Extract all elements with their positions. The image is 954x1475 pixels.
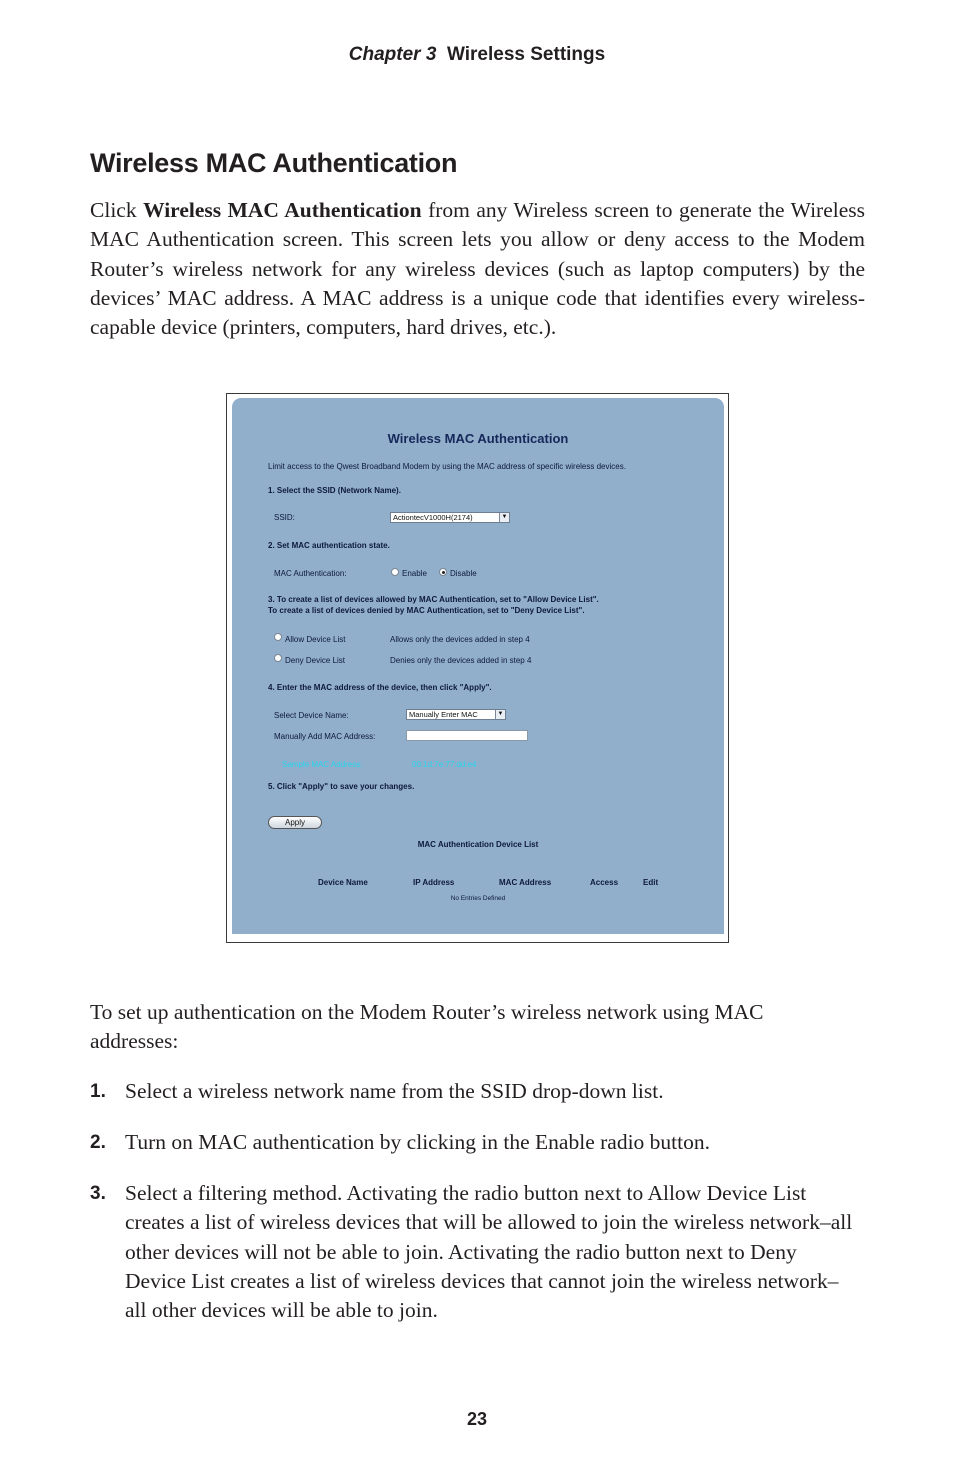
device-list-title: MAC Authentication Device List bbox=[417, 840, 539, 849]
step-text: Turn on MAC authentication by clicking in the Enable radio button. bbox=[125, 1130, 710, 1154]
step-number: 2. bbox=[90, 1132, 106, 1153]
step-text: Select a filtering method. Activating the radio button next to Allow Device List creates a list of wireless devices that will be allowed to join the wireless network–all other devices will not be able to join. Activating the radio button next to Deny Device List creates a list of wireless devices that cannot join the wireless network–all other devices will be able to join. bbox=[125, 1181, 853, 1323]
panel-title: Wireless MAC Authentication bbox=[387, 431, 569, 446]
device-name-select[interactable] bbox=[406, 709, 506, 720]
step1-heading: 1. Select the SSID (Network Name). bbox=[268, 486, 401, 495]
chevron-down-icon: ▼ bbox=[499, 513, 509, 522]
manual-mac-input[interactable] bbox=[406, 730, 528, 741]
allow-desc: Allows only the devices added in step 4 bbox=[390, 635, 530, 644]
apply-button[interactable]: Apply bbox=[268, 816, 322, 829]
allow-label: Allow Device List bbox=[285, 635, 346, 644]
section-label: Wireless Settings bbox=[446, 44, 606, 65]
step3-line2: To create a list of devices denied by MAC Authentication, set to "Deny Device List". bbox=[268, 606, 585, 615]
mac-auth-panel bbox=[232, 398, 724, 934]
step3-line1: 3. To create a list of devices allowed by MAC Authentication, set to "Allow Device List". bbox=[268, 595, 599, 604]
chapter-label: Chapter 3 bbox=[348, 44, 437, 65]
section-heading: Wireless MAC Authentication bbox=[90, 148, 458, 178]
deny-label: Deny Device List bbox=[285, 656, 346, 665]
intro-paragraph bbox=[90, 196, 865, 342]
enable-label: Enable bbox=[402, 569, 427, 578]
mac-auth-label: MAC Authentication: bbox=[274, 569, 347, 578]
disable-label: Disable bbox=[450, 569, 477, 578]
allow-radio[interactable] bbox=[274, 633, 282, 641]
device-name-label: Select Device Name: bbox=[274, 711, 349, 720]
manual-mac-label: Manually Add MAC Address: bbox=[274, 732, 376, 741]
page-number: 23 bbox=[466, 1409, 488, 1429]
sample-mac-label: Sample MAC Address: bbox=[282, 760, 363, 769]
step5-heading: 5. Click "Apply" to save your changes. bbox=[268, 782, 415, 791]
running-header bbox=[0, 44, 954, 66]
ssid-select[interactable] bbox=[390, 512, 510, 523]
step-number: 1. bbox=[90, 1081, 106, 1102]
device-name-value: Manually Enter MAC bbox=[409, 710, 478, 719]
intro-lead: Click bbox=[90, 198, 144, 222]
setup-intro: To set up authentication on the Modem Router’s wireless network using MAC addresses: bbox=[90, 1000, 764, 1054]
col-access: Access bbox=[590, 878, 619, 887]
sample-mac-value: 00:1d:7e:77:dd:e4 bbox=[412, 760, 477, 769]
col-edit: Edit bbox=[643, 878, 659, 887]
col-device-name: Device Name bbox=[318, 878, 368, 887]
disable-radio[interactable] bbox=[439, 568, 447, 576]
enable-radio[interactable] bbox=[391, 568, 399, 576]
col-ip-address: IP Address bbox=[413, 878, 455, 887]
screenshot-figure bbox=[226, 393, 729, 943]
chevron-down-icon: ▼ bbox=[495, 710, 505, 719]
intro-bold: Wireless MAC Authentication bbox=[143, 198, 422, 222]
col-mac-address: MAC Address bbox=[499, 878, 552, 887]
intro-rest: from any Wireless screen to generate the Wireless MAC Authentication screen. This screen lets you allow or deny access to the Modem Router’s wireless network for any wireless devices (such as laptop computers) by the devices’ MAC address. A MAC address is a unique code that identifies every wireless-capable device (printers, computers, hard drives, etc.). bbox=[90, 198, 865, 340]
step4-heading: 4. Enter the MAC address of the device, then click "Apply". bbox=[268, 683, 492, 692]
step-number: 3. bbox=[90, 1183, 106, 1204]
panel-description: Limit access to the Qwest Broadband Modem by using the MAC address of specific wireless devices. bbox=[268, 462, 626, 471]
ssid-value: ActiontecV1000H(2174) bbox=[393, 513, 473, 522]
step2-heading: 2. Set MAC authentication state. bbox=[268, 541, 390, 550]
deny-desc: Denies only the devices added in step 4 bbox=[390, 656, 532, 665]
step-text: Select a wireless network name from the SSID drop-down list. bbox=[125, 1079, 664, 1103]
ssid-label: SSID: bbox=[274, 513, 295, 522]
deny-radio[interactable] bbox=[274, 654, 282, 662]
empty-list-text: No Entries Defined bbox=[450, 895, 506, 902]
